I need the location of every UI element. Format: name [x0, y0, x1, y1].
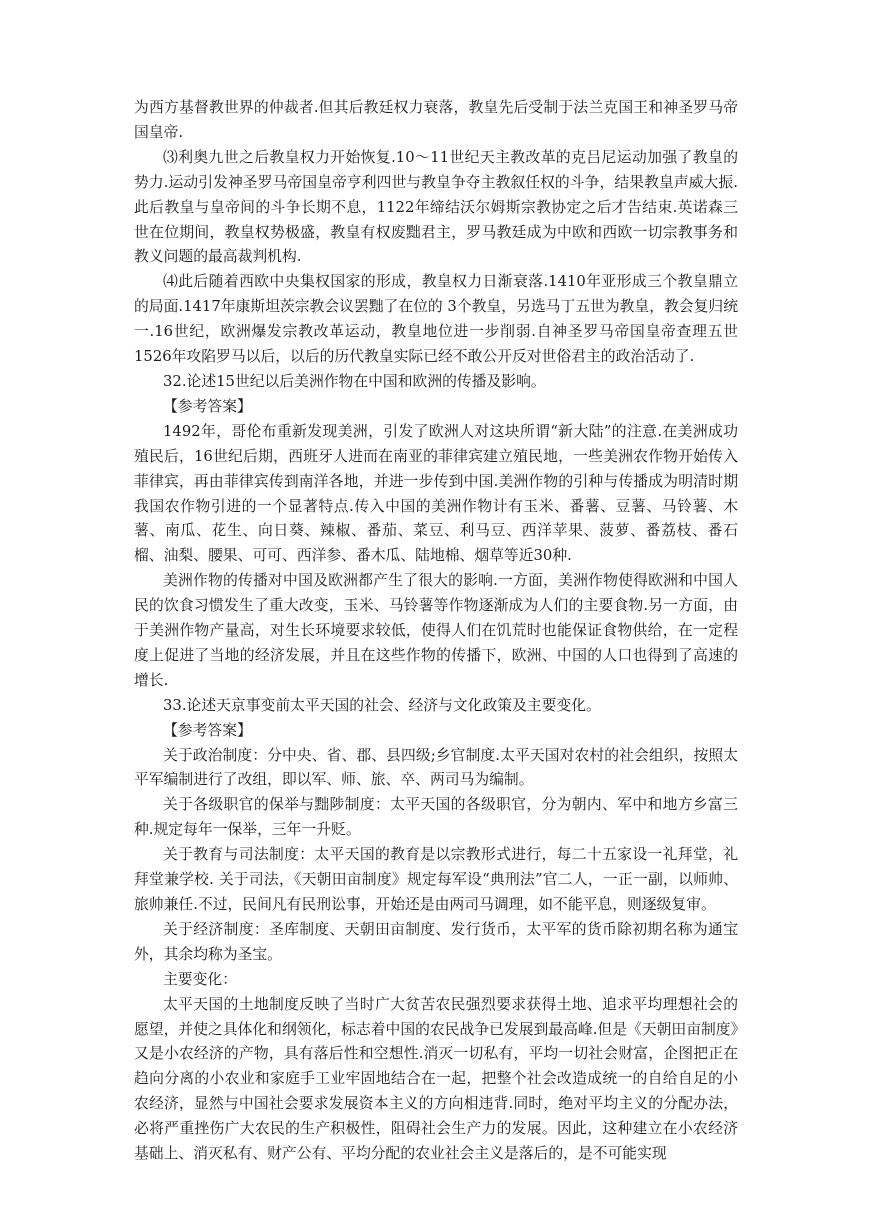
- paragraph: 为西方基督教世界的仲裁者.但其后教廷权力衰落，教皇先后受制于法兰克国王和神圣罗马帝国皇帝.: [134, 99, 738, 141]
- question-heading: 32.论述15世纪以后美洲作物在中国和欧洲的传播及影响。: [163, 372, 546, 390]
- paragraph: 主要变化：: [163, 970, 237, 988]
- answer-label: 【参考答案】: [163, 721, 252, 739]
- question-heading: 33.论述天京事变前太平天国的社会、经济与文化政策及主要变化。: [163, 696, 601, 714]
- paragraph: 美洲作物的传播对中国及欧洲都产生了很大的影响.一方面，美洲作物使得欧洲和中国人民的饮食习惯发生了重大改变，玉米、马铃薯等作物逐渐成为人们的主要食物.另一方面，由于美洲作物产量高，对生长环境要求较低，使得人们在饥荒时也能保证食物供给，在一定程度上促进了当地的经济发展，并且在这些作物的传播下，欧洲、中国的人口也得到了高速的增长.: [134, 572, 738, 689]
- answer-label: 【参考答案】: [163, 397, 252, 415]
- paragraph: 关于政治制度：分中央、省、郡、县四级;乡官制度.太平天国对农村的社会组织，按照太平军编制进行了改组，即以军、师、旅、卒、两司马为编制。: [134, 746, 738, 789]
- paragraph: ⑷此后随着西欧中央集权国家的形成，教皇权力日渐衰落.1410年亚形成三个教皇鼎立的局面.1417年康斯坦茨宗教会议罢黜了在位的 3个教皇，另选马丁五世为教皇，教会复归统一.16世纪，欧洲爆发宗教改革运动，教皇地位进一步削弱.自神圣罗马帝国皇帝查理五世 1526年攻陷罗马以后，以后的历代教皇实际已经不敢公开反对世俗君主的政治活动了.: [134, 273, 738, 366]
- paragraph: 1492年，哥伦布重新发现美洲，引发了欧洲人对这块所谓“新大陆”的注意.在美洲成功殖民后，16世纪后期，西班牙人进而在南亚的菲律宾建立殖民地，一些美洲农作物开始传入菲律宾，再由菲律宾传到南洋各地，并进一步传到中国.美洲作物的引种与传播成为明清时期我国农作物引进的一个显著特点.传入中国的美洲作物计有玉米、番薯、豆薯、马铃薯、木薯、南瓜、花生、向日葵、辣椒、番茄、菜豆、利马豆、西洋苹果、菠萝、番荔枝、番石榴、油梨、腰果、可可、西洋参、番木瓜、陆地棉、烟草等近30种.: [134, 422, 738, 565]
- paragraph: ⑶利奥九世之后教皇权力开始恢复.10～11世纪天主教改革的克吕尼运动加强了教皇的势力.运动引发神圣罗马帝国皇帝亨利四世与教皇争夺主教叙任权的斗争，结果教皇声威大振.此后教皇与皇帝间的斗争长期不息，1122年缔结沃尔姆斯宗教协定之后才告结束.英诺森三世在位期间，教皇权势极盛，教皇有权废黜君主，罗马教廷成为中欧和西欧一切宗教事务和教义问题的最高裁判机构.: [134, 148, 738, 266]
- paragraph: 关于各级职官的保举与黜陟制度：太平天国的各级职官，分为朝内、军中和地方乡富三种.规定每年一保举，三年一升贬。: [134, 796, 738, 839]
- paragraph: 关于教育与司法制度：太平天国的教育是以宗教形式进行，每二十五家设一礼拜堂，礼拜堂兼学校. 关于司法，《天朝田亩制度》规定每军设“典刑法”官二人，一正一副，以师帅、旅帅兼任.不过，民间凡有民刑讼事，开始还是由两司马调理，如不能平息，则逐级复审。: [134, 846, 738, 913]
- document-page: [134, 96, 738, 1167]
- paragraph: 太平天国的土地制度反映了当时广大贫苦农民强烈要求获得土地、追求平均理想社会的愿望，并使之具体化和纲领化，标志着中国的农民战争已发展到最高峰.但是《天朝田亩制度》又是小农经济的产物，具有落后性和空想性.消灭一切私有，平均一切社会财富，企图把正在趋向分离的小农业和家庭手工业牢固地结合在一起，把整个社会改造成统一的自给自足的小农经济，显然与中国社会要求发展资本主义的方向相违背.同时，绝对平均主义的分配办法，必将严重挫伤广大农民的生产积极性，阻碍社会生产力的发展。因此，这种建立在小农经济基础上、消灭私有、财产公有、平均分配的农业社会主义是落后的，是不可能实现: [134, 995, 738, 1163]
- paragraph: 关于经济制度：圣库制度、天朝田亩制度、发行货币，太平军的货币除初期名称为通宝外，其余均称为圣宝。: [134, 920, 738, 963]
